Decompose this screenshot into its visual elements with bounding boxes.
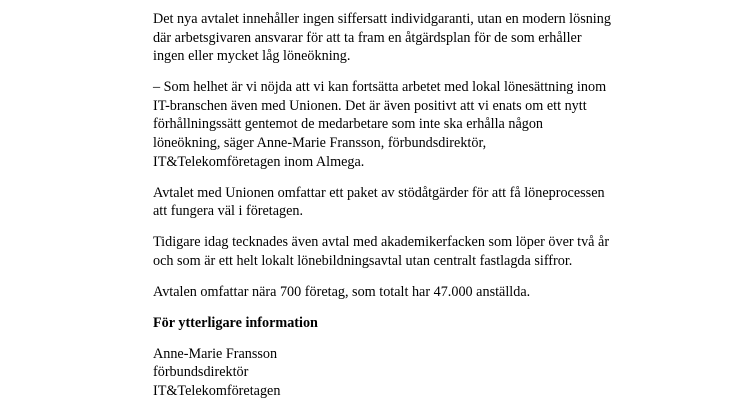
paragraph-quote: – Som helhet är vi nöjda att vi kan fortsätta arbetet med lokal lönesättning inom IT-branschen även med Unionen. Det är även positivt att vi enats om ett nytt förhållningssätt gentemot de medarbetare som inte ska erhålla någon löneökning, säger Anne-Marie Fransson, förbundsdirektör, IT&Telekomföretagen inom Almega. (153, 79, 607, 170)
contact-organization: IT&Telekomföretagen (153, 382, 281, 399)
contact-title: förbundsdirektör (153, 364, 249, 381)
paragraph-agreement: Det nya avtalet innehåller ingen siffersatt individgaranti, utan en modern lösning där arbetsgivaren ansvarar för att ta fram en åtgärdsplan för de som erhåller ingen eller mycket låg löneökning. (153, 11, 611, 65)
info-heading: För ytterligare information (153, 314, 318, 331)
paragraph-akademiker: Tidigare idag tecknades även avtal med akademikerfacken som löper över två år och som är ett helt lokalt lönebildningsavtal utan centralt fastlagda siffror. (153, 234, 610, 269)
document-page (153, 10, 613, 400)
contact-block (153, 345, 613, 401)
contact-name: Anne-Marie Fransson (153, 345, 278, 362)
paragraph-unionen: Avtalet med Unionen omfattar ett paket av stödåtgärder för att få löneprocessen att fungera väl i företagen. (153, 184, 605, 220)
paragraph-scope: Avtalen omfattar nära 700 företag, som totalt har 47.000 anställda. (153, 283, 531, 300)
